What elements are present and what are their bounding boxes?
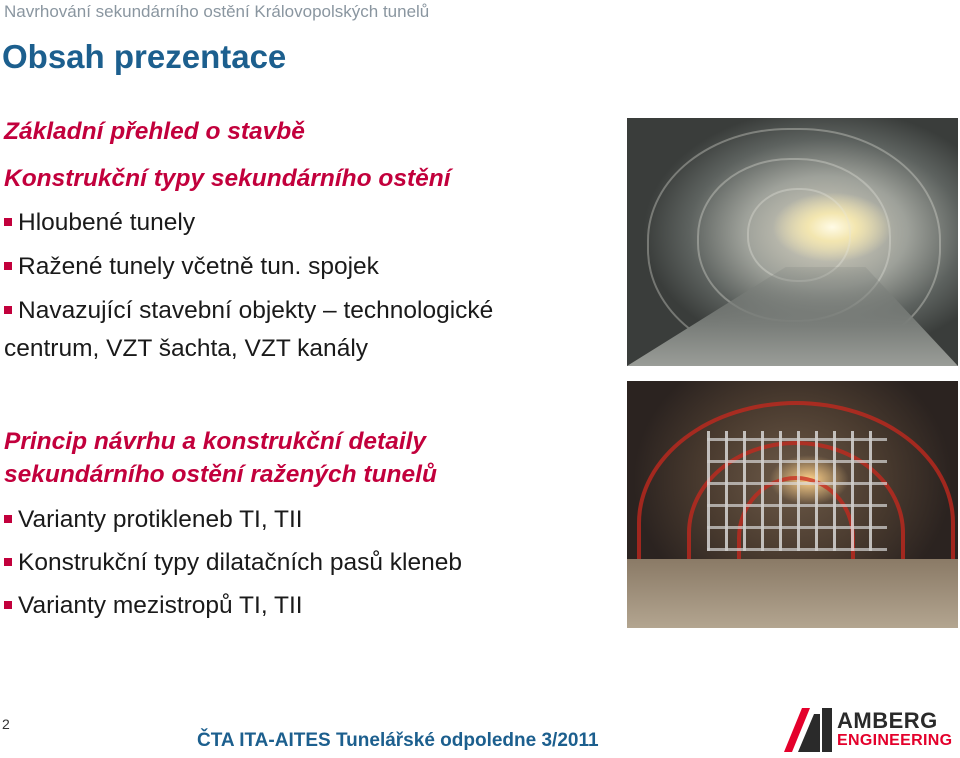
logo-line-2: ENGINEERING (837, 732, 953, 749)
list-item-text: Navazující stavební objekty – technologické centrum, VZT šachta, VZT kanály (4, 297, 494, 362)
list-item (4, 204, 584, 242)
slide-title: Obsah prezentace (2, 38, 287, 75)
amberg-logo (784, 708, 958, 752)
formwork-gantry-photo (627, 381, 958, 628)
list-item-text: Varianty protikleneb TI, TII (18, 506, 303, 533)
section-heading-principle: Princip návrhu a konstrukční detaily sekundárního ostění ražených tunelů (4, 428, 437, 488)
list-item (4, 587, 584, 625)
bullet-icon (4, 218, 12, 226)
section-heading-overview: Základní přehled o stavbě (4, 118, 305, 145)
list-item (4, 544, 584, 582)
footer-text: ČTA ITA-AITES Tunelářské odpoledne 3/2011 (197, 730, 599, 751)
tunnel-lining-photo (627, 118, 958, 366)
list-item-text: Ražené tunely včetně tun. spojek (18, 253, 379, 280)
list-item (4, 292, 564, 368)
bullet-icon (4, 558, 12, 566)
bullet-icon (4, 601, 12, 609)
bullet-icon (4, 262, 12, 270)
list-item-text: Varianty mezistropů TI, TII (18, 592, 303, 619)
tunnel-ground (627, 559, 958, 628)
list-item-text: Konstrukční typy dilatačních pasů kleneb (18, 549, 462, 576)
header-title: Navrhování sekundárního ostění Královopolských tunelů (4, 2, 430, 21)
formwork-gantry (707, 431, 887, 551)
list-item-text: Hloubené tunely (18, 209, 196, 236)
list-item (4, 501, 584, 539)
amberg-mark-icon (784, 708, 832, 752)
page-number: 2 (2, 716, 10, 732)
list-item (4, 248, 584, 286)
bullet-icon (4, 515, 12, 523)
bullet-icon (4, 306, 12, 314)
section-heading-types: Konstrukční typy sekundárního ostění (4, 165, 451, 192)
logo-line-1: AMBERG (837, 708, 938, 733)
